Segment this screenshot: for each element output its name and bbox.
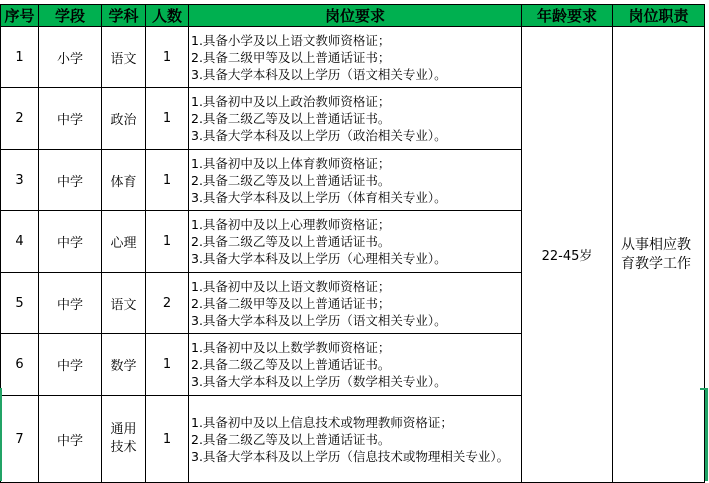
cell-selection-left-border bbox=[0, 388, 2, 481]
cell-requirements[interactable] bbox=[189, 334, 522, 396]
table-row bbox=[1, 27, 705, 88]
cell-subject[interactable]: 心理 bbox=[102, 211, 146, 273]
requirement-line: 2.具备二级乙等及以上普通话证书。 bbox=[191, 111, 391, 126]
requirement-line: 1.具备初中及以上语文教师资格证； bbox=[191, 278, 391, 294]
cell-count[interactable]: 1 bbox=[146, 334, 189, 396]
cell-requirements[interactable] bbox=[189, 396, 522, 483]
requirement-line: 2.具备二级甲等及以上普通话证书； bbox=[191, 49, 391, 65]
cell-stage[interactable]: 中学 bbox=[39, 150, 102, 211]
cell-selection-right-border bbox=[705, 388, 708, 481]
header-cell-duty[interactable]: 岗位职责 bbox=[613, 5, 705, 27]
header-cell-age[interactable]: 年龄要求 bbox=[522, 5, 613, 27]
header-cell-no[interactable]: 序号 bbox=[1, 5, 39, 27]
header-cell-count[interactable]: 人数 bbox=[146, 5, 189, 27]
cell-no[interactable]: 2 bbox=[1, 88, 39, 150]
requirement-line: 1.具备初中及以上数学教师资格证； bbox=[191, 340, 391, 355]
recruitment-table bbox=[0, 4, 705, 483]
cell-no[interactable]: 6 bbox=[1, 334, 39, 396]
header-cell-stage[interactable]: 学段 bbox=[39, 5, 102, 27]
cell-count[interactable]: 1 bbox=[146, 88, 189, 150]
requirement-line: 3.具备大学本科及以上学历（信息技术或物理相关专业）。 bbox=[191, 448, 510, 464]
cell-requirements[interactable] bbox=[189, 150, 522, 211]
cell-subject[interactable]: 数学 bbox=[102, 334, 146, 396]
cell-no[interactable]: 4 bbox=[1, 211, 39, 273]
cell-no[interactable]: 7 bbox=[1, 396, 39, 483]
cell-no[interactable]: 3 bbox=[1, 150, 39, 211]
subject-line: 技术 bbox=[110, 440, 137, 455]
cell-stage[interactable]: 小学 bbox=[39, 27, 102, 88]
requirement-line: 1.具备初中及以上信息技术或物理教师资格证； bbox=[191, 414, 453, 430]
cell-stage[interactable]: 中学 bbox=[39, 334, 102, 396]
cell-count[interactable]: 1 bbox=[146, 27, 189, 88]
cell-no[interactable]: 5 bbox=[1, 273, 39, 334]
cell-count[interactable]: 1 bbox=[146, 211, 189, 273]
cell-requirements[interactable] bbox=[189, 211, 522, 273]
requirement-line: 2.具备二级乙等及以上普通话证书。 bbox=[191, 234, 391, 249]
requirement-line: 2.具备二级甲等及以上普通话证书； bbox=[191, 295, 391, 311]
requirement-line: 3.具备大学本科及以上学历（心理相关专业）。 bbox=[191, 251, 447, 266]
requirement-line: 1.具备初中及以上政治教师资格证； bbox=[191, 94, 391, 109]
cell-requirements[interactable] bbox=[189, 88, 522, 150]
cell-count[interactable]: 2 bbox=[146, 273, 189, 334]
requirement-line: 3.具备大学本科及以上学历（语文相关专业）。 bbox=[191, 312, 447, 328]
requirement-line: 3.具备大学本科及以上学历（语文相关专业）。 bbox=[191, 66, 447, 82]
cell-subject[interactable]: 政治 bbox=[102, 88, 146, 150]
cell-stage[interactable]: 中学 bbox=[39, 211, 102, 273]
requirement-line: 1.具备初中及以上心理教师资格证； bbox=[191, 217, 391, 232]
requirement-line: 1.具备小学及以上语文教师资格证； bbox=[191, 32, 391, 48]
cell-count[interactable]: 1 bbox=[146, 150, 189, 211]
requirement-line: 2.具备二级乙等及以上普通话证书。 bbox=[191, 172, 391, 188]
cell-age[interactable]: 22-45岁 bbox=[522, 27, 613, 483]
cell-requirements[interactable] bbox=[189, 27, 522, 88]
cell-subject[interactable]: 体育 bbox=[102, 150, 146, 211]
cell-count[interactable]: 1 bbox=[146, 396, 189, 483]
header-cell-requirements[interactable]: 岗位要求 bbox=[189, 5, 522, 27]
duty-text: 从事相应教育教学工作 bbox=[621, 236, 691, 272]
header-cell-subject[interactable]: 学科 bbox=[102, 5, 146, 27]
cell-duty[interactable] bbox=[613, 27, 705, 483]
cell-stage[interactable]: 中学 bbox=[39, 88, 102, 150]
requirement-line: 2.具备二级乙等及以上普通话证书。 bbox=[191, 357, 391, 372]
requirement-line: 1.具备初中及以上体育教师资格证； bbox=[191, 155, 391, 171]
cell-stage[interactable]: 中学 bbox=[39, 396, 102, 483]
cell-requirements[interactable] bbox=[189, 273, 522, 334]
header-row bbox=[1, 5, 705, 27]
cell-no[interactable]: 1 bbox=[1, 27, 39, 88]
requirement-line: 2.具备二级乙等及以上普通话证书。 bbox=[191, 431, 391, 447]
cell-subject[interactable] bbox=[102, 396, 146, 483]
subject-line: 通用 bbox=[110, 422, 137, 437]
cell-stage[interactable]: 中学 bbox=[39, 273, 102, 334]
cell-subject[interactable]: 语文 bbox=[102, 273, 146, 334]
requirement-line: 3.具备大学本科及以上学历（政治相关专业）。 bbox=[191, 128, 447, 143]
cell-subject[interactable]: 语文 bbox=[102, 27, 146, 88]
requirement-line: 3.具备大学本科及以上学历（体育相关专业）。 bbox=[191, 189, 447, 205]
requirement-line: 3.具备大学本科及以上学历（数学相关专业）。 bbox=[191, 374, 447, 389]
